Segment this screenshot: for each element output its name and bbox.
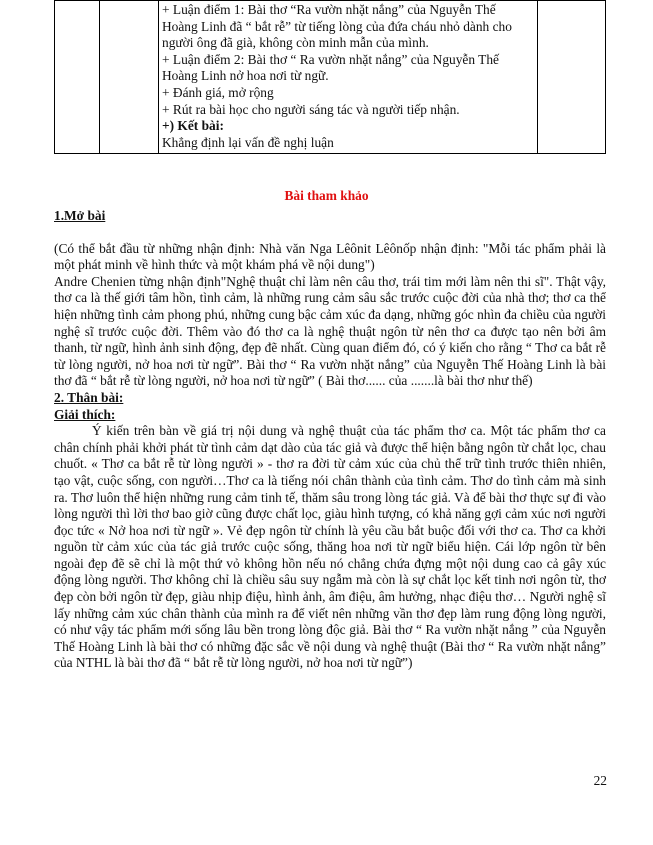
table-cell-empty-2 [100, 1, 159, 154]
outline-point-2: + Luận điểm 2: Bài thơ “ Ra vườn nhặt nắng” của Nguyễn Thế Hoàng Linh nở hoa nơi từ ngữ. [162, 51, 499, 84]
section1-heading: 1.Mở bài [54, 208, 106, 223]
outline-row [55, 1, 606, 154]
outline-point-1: + Luận điểm 1: Bài thơ “Ra vườn nhặt nắng” của Nguyễn Thế Hoàng Linh đã “ bắt rễ” từ tiếng lòng của đứa cháu nhỏ dành cho người ông đã già, không còn minh mẫn của mình. [162, 2, 512, 51]
table-cell-empty-4 [538, 1, 606, 154]
outline-table [54, 0, 606, 154]
page-number: 22 [593, 773, 607, 788]
conclusion-text: Khẳng định lại vấn đề nghị luận [162, 134, 334, 150]
explanation-paragraph: Ý kiến trên bàn về giá trị nội dung và nghệ thuật của tác phẩm thơ ca. Một tác phẩm thơ ca chân chính phải khởi phát từ tình cảm dạt dào của tác giả và được thể hiện bằng ngôn từ chắt lọc, chau chuốt. « Thơ ca bắt rễ từ lòng người » - thơ ra đời từ cảm xúc của chủ thể trữ tình trước thiên nhiên, tạo vật, cuộc sống, con người…Thơ ca là tiếng nói chân thành của tình cảm. Thơ do tình cảm mà sinh ra. Thơ luôn thể hiện những rung cảm tinh tế, thăm sâu trong lòng tác giả. Và để bài thơ thực sự đi vào lòng người thì lời thơ bao giờ cũng được chất lọc, giàu hình tượng, có khả năng gợi cảm xúc nơi người đọc tức « Nở hoa nơi từ ngữ ». Vẻ đẹp ngôn từ chính là yêu cầu bắt buộc đối với thơ ca. Thơ ca khởi nguồn từ cảm xúc của tác giả trước cuộc sống, thăng hoa nơi từ ngữ biểu hiện. Cái lớp ngôn từ bên ngoài đẹp đẽ sẽ chỉ là một thứ vỏ không hồn nếu nó chẳng chứa đựng một nội dung cao cả gây xúc động lòng người. Thơ không chỉ là chiều sâu suy ngẫm mà còn là sự chắt lọc kết tinh nơi ngôn từ, thơ đẹp còn bởi ngôn từ đẹp, giàu nhịp điệu, hình ảnh, âm điệu, âm hưởng, nhạc điệu thơ… Người nghệ sĩ lấy những cảm xúc chân thành của mình ra để viết nên những vần thơ đẹp làm rung động lòng người, có như vậy tác phẩm mới sống lâu bền trong lòng độc giả. Bài thơ “ Ra vườn nhặt nắng ” của Nguyễn Thế Hoàng Linh là bài thơ có những đặc sắc về nội dung và nghệ thuật (Bài thơ “ Ra vườn nhặt nắng” của NTHL là bài thơ đã “ bắt rễ từ lòng người, nở hoa nơi từ ngữ”) [54, 423, 606, 671]
table-cell-content [159, 1, 538, 154]
section-intro [54, 208, 606, 672]
intro-paragraph-2: Andre Chenien từng nhận định"Nghệ thuật chỉ làm nên câu thơ, trái tim mới làm nên thi sĩ". Thật vậy, thơ ca là thế giới tâm hồn, tình cảm, là những rung cảm sâu sắc trước cuộc đời của nhà thơ; thơ ca thể hiện những tình cảm phong phú, những cung bậc cảm xúc đa dạng, những góc nhìn đa chiều của người nghệ sĩ trước cuộc đời. Thêm vào đó thơ ca là nghệ thuật ngôn từ nên thơ ca được tạo nên bởi âm thanh, từ ngữ, hình ảnh sinh động, đẹp đẽ nhất. Cùng quan điểm đó, có ý kiến cho rằng “ Thơ ca bắt rễ từ lòng người, nở hoa nơi từ ngữ”. Bài thơ “ Ra vườn nhặt nắng” của Nguyễn Thế Hoàng Linh là bài thơ đã “ bắt rễ từ lòng người, nở hoa nơi từ ngữ” ( Bài thơ...... của .......là bài thơ như thế) [54, 273, 606, 389]
section2-heading: 2. Thân bài: [54, 389, 124, 405]
conclusion-heading: +) Kết bài: [162, 118, 224, 134]
outline-point-4: + Rút ra bài học cho người sáng tác và người tiếp nhận. [162, 101, 460, 117]
outline-point-3: + Đánh giá, mở rộng [162, 84, 274, 100]
explanation-subheading: Giải thích: [54, 406, 116, 422]
intro-paragraph-1: (Có thể bắt đầu từ những nhận định: Nhà văn Nga Lêônit Lêônốp nhận định: "Mỗi tác phẩm phải là một phát minh về hình thức và một khám phá về nội dung") [54, 240, 606, 273]
reference-title: Bài tham khảo [284, 188, 369, 203]
table-cell-empty-1 [55, 1, 100, 154]
